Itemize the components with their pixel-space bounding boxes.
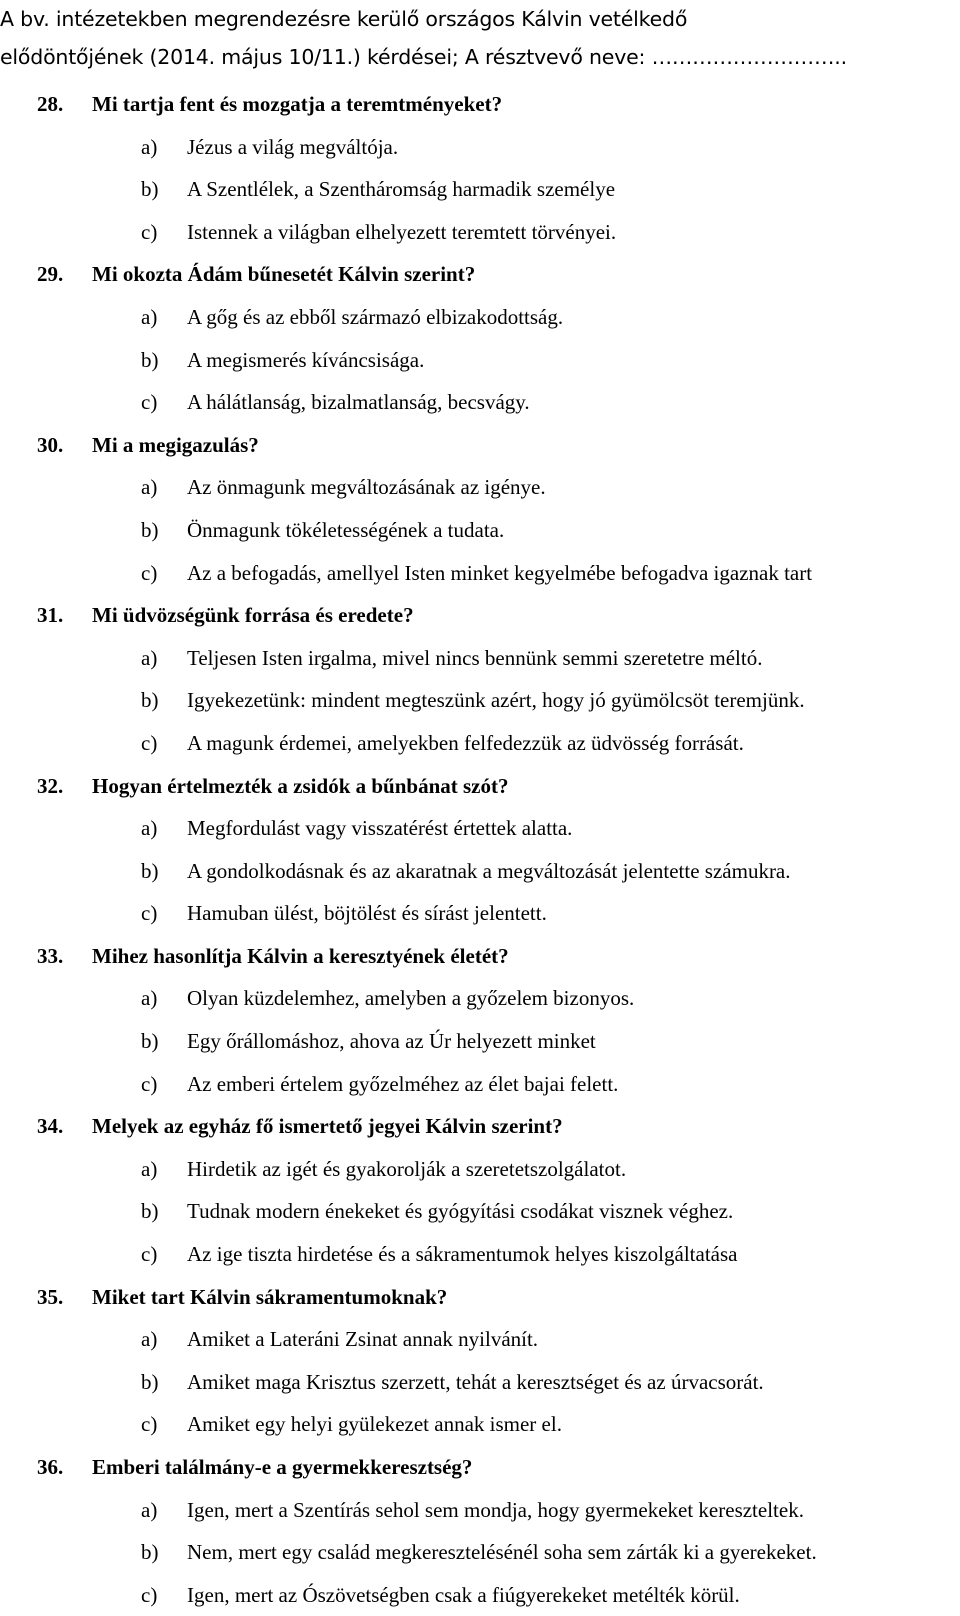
question-text: Mi tartja fent és mozgatja a teremtményeket?	[92, 92, 503, 116]
question-text: Hogyan értelmezték a zsidók a bűnbánat szót?	[92, 773, 509, 798]
answer-option	[0, 339, 960, 382]
answer-option	[0, 466, 960, 509]
answer-option	[0, 552, 960, 595]
question-block	[0, 935, 960, 1105]
question-title	[0, 594, 960, 637]
answer-option	[0, 1361, 960, 1404]
answer-option	[0, 850, 960, 893]
question-title	[0, 253, 960, 296]
option-text: A Szentlélek, a Szentháromság harmadik személye	[187, 177, 616, 202]
option-text: Teljesen Isten irgalma, mivel nincs bennünk semmi szeretetre méltó.	[187, 645, 763, 670]
question-title	[0, 1105, 960, 1148]
answer-option	[0, 1489, 960, 1532]
answer-option	[0, 1574, 960, 1616]
option-letter: a)	[141, 304, 158, 329]
option-letter: c)	[141, 560, 158, 585]
question-block	[0, 1276, 960, 1446]
question-block	[0, 83, 960, 253]
option-letter: c)	[141, 390, 158, 415]
question-title	[0, 935, 960, 978]
option-letter: c)	[141, 1412, 158, 1437]
answer-option	[0, 1190, 960, 1233]
option-text: Igen, mert a Szentírás sehol sem mondja, hogy gyermekeket kereszteltek.	[187, 1497, 804, 1522]
option-letter: b)	[141, 347, 159, 372]
question-text: Mi a megigazulás?	[92, 432, 259, 457]
answer-option	[0, 1531, 960, 1574]
document-header	[0, 0, 960, 76]
answer-option	[0, 1063, 960, 1106]
option-text: Igyekezetünk: mindent megteszünk azért, hogy jó gyümölcsöt teremjünk.	[187, 688, 805, 713]
option-text: A gondolkodásnak és az akaratnak a megváltozását jelentette számukra.	[187, 858, 791, 883]
question-block	[0, 1446, 960, 1616]
question-number: 30.	[37, 432, 64, 457]
question-title	[0, 1446, 960, 1489]
option-text: Istennek a világban elhelyezett teremtett törvényei.	[187, 219, 617, 244]
option-letter: b)	[141, 1540, 159, 1565]
option-letter: b)	[141, 1199, 159, 1224]
option-text: Amiket a Lateráni Zsinat annak nyilvánít.	[187, 1327, 539, 1352]
option-text: Hirdetik az igét és gyakorolják a szeretetszolgálatot.	[187, 1156, 627, 1181]
question-number: 28.	[37, 92, 64, 116]
answer-option	[0, 381, 960, 424]
answer-option	[0, 807, 960, 850]
option-text: Hamuban ülést, böjtölést és sírást jelentett.	[187, 901, 547, 926]
option-text: Önmagunk tökéletességének a tudata.	[187, 517, 505, 542]
question-number: 34.	[37, 1114, 64, 1139]
answer-option	[0, 1318, 960, 1361]
question-block	[0, 765, 960, 935]
option-text: Az ige tiszta hirdetése és a sákramentumok helyes kiszolgáltatása	[187, 1242, 738, 1267]
option-letter: c)	[141, 730, 158, 755]
answer-option	[0, 1403, 960, 1446]
question-block	[0, 424, 960, 594]
option-text: A hálátlanság, bizalmatlanság, becsvágy.	[187, 390, 530, 415]
option-text: Olyan küzdelemhez, amelyben a győzelem bizonyos.	[187, 986, 635, 1011]
answer-option	[0, 977, 960, 1020]
option-letter: c)	[141, 901, 158, 926]
option-letter: a)	[141, 1497, 158, 1522]
option-letter: b)	[141, 858, 159, 883]
question-number: 35.	[37, 1284, 64, 1309]
answer-option	[0, 168, 960, 211]
option-text: Tudnak modern énekeket és gyógyítási csodákat visznek véghez.	[187, 1199, 734, 1224]
answer-option	[0, 1020, 960, 1063]
answer-option	[0, 679, 960, 722]
option-text: Nem, mert egy család megkeresztelésénél soha sem zárták ki a gyerekeket.	[187, 1540, 817, 1565]
option-letter: a)	[141, 1327, 158, 1352]
answer-option	[0, 211, 960, 254]
option-letter: a)	[141, 1156, 158, 1181]
question-text: Mihez hasonlítja Kálvin a keresztyének életét?	[92, 943, 509, 968]
question-text: Emberi találmány-e a gyermekkeresztség?	[92, 1455, 473, 1479]
option-letter: c)	[141, 1582, 158, 1607]
question-block	[0, 253, 960, 423]
option-text: Amiket egy helyi gyülekezet annak ismer el.	[187, 1412, 562, 1437]
question-title	[0, 424, 960, 467]
option-text: Egy őrállomáshoz, ahova az Úr helyezett minket	[187, 1029, 596, 1054]
question-number: 36.	[37, 1455, 64, 1479]
question-text: Mi üdvözségünk forrása és eredete?	[92, 603, 414, 628]
option-text: Igen, mert az Ószövetségben csak a fiúgyerekeket metélték körül.	[187, 1582, 740, 1607]
option-text: Amiket maga Krisztus szerzett, tehát a keresztséget és az úrvacsorát.	[187, 1369, 764, 1394]
question-block	[0, 1105, 960, 1275]
question-list	[0, 83, 960, 1616]
option-letter: a)	[141, 816, 158, 841]
answer-option	[0, 509, 960, 552]
option-text: Megfordulást vagy visszatérést értettek alatta.	[187, 816, 573, 841]
option-letter: b)	[141, 517, 159, 542]
option-letter: b)	[141, 688, 159, 713]
option-text: Az a befogadás, amellyel Isten minket kegyelmébe befogadva igaznak tart	[187, 560, 813, 585]
answer-option	[0, 1233, 960, 1276]
answer-option	[0, 296, 960, 339]
option-text: Az önmagunk megváltozásának az igénye.	[187, 475, 546, 500]
header-line-2: elődöntőjének (2014. május 10/11.) kérdései; A résztvevő neve: ………………………..	[0, 45, 847, 69]
question-number: 33.	[37, 943, 64, 968]
option-letter: b)	[141, 1369, 159, 1394]
option-letter: a)	[141, 475, 158, 500]
option-letter: b)	[141, 1029, 159, 1054]
answer-option	[0, 722, 960, 765]
question-title	[0, 765, 960, 808]
question-text: Miket tart Kálvin sákramentumoknak?	[92, 1284, 448, 1309]
question-number: 32.	[37, 773, 64, 798]
option-letter: a)	[141, 986, 158, 1011]
answer-option	[0, 892, 960, 935]
option-letter: c)	[141, 219, 158, 244]
header-line-1: A bv. intézetekben megrendezésre kerülő országos Kálvin vetélkedő	[0, 7, 688, 31]
option-letter: c)	[141, 1242, 158, 1267]
answer-option	[0, 126, 960, 169]
option-text: A gőg és az ebből származó elbizakodottság.	[187, 304, 564, 329]
question-title	[0, 1276, 960, 1319]
option-text: Jézus a világ megváltója.	[187, 134, 399, 159]
question-text: Melyek az egyház fő ismertető jegyei Kálvin szerint?	[92, 1114, 563, 1139]
question-title	[0, 83, 960, 126]
option-text: A magunk érdemei, amelyekben felfedezzük az üdvösség forrását.	[187, 730, 744, 755]
question-text: Mi okozta Ádám bűnesetét Kálvin szerint?	[92, 262, 476, 287]
question-number: 29.	[37, 262, 64, 287]
option-letter: a)	[141, 645, 158, 670]
option-letter: a)	[141, 134, 158, 159]
answer-option	[0, 1148, 960, 1191]
question-number: 31.	[37, 603, 64, 628]
option-letter: c)	[141, 1071, 158, 1096]
question-block	[0, 594, 960, 764]
option-text: Az emberi értelem győzelméhez az élet bajai felett.	[187, 1071, 619, 1096]
answer-option	[0, 637, 960, 680]
option-letter: b)	[141, 177, 159, 202]
option-text: A megismerés kíváncsisága.	[187, 347, 425, 372]
